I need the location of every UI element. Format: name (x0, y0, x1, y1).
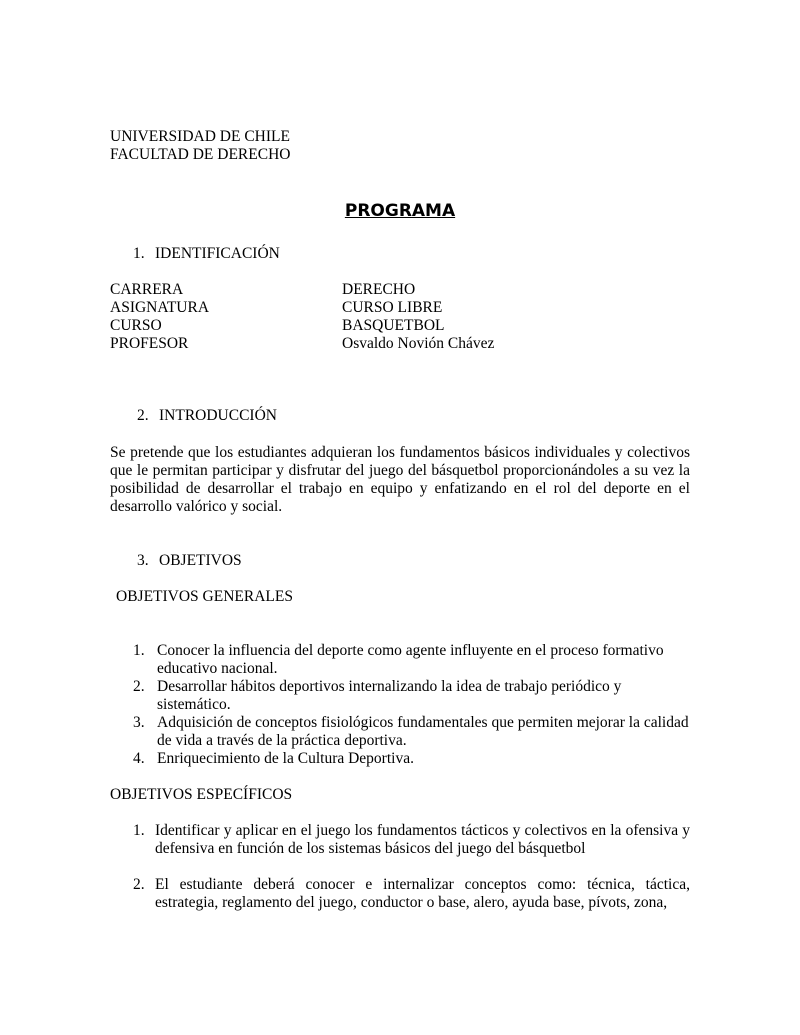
item-text: Adquisición de conceptos fisiológicos fundamentales que permiten mejorar la calidad de vida a través de la práctica deportiva. (157, 714, 689, 749)
item-number: 1. (133, 642, 145, 659)
general-objectives-heading: OBJETIVOS GENERALES (116, 588, 293, 605)
list-item (133, 822, 690, 858)
ident-value: DERECHO (342, 281, 416, 298)
table-row (110, 317, 494, 335)
list-item (133, 750, 690, 768)
item-number: 3. (133, 714, 145, 731)
list-item (133, 642, 690, 678)
item-number: 4. (133, 750, 145, 767)
item-number: 1. (133, 822, 145, 839)
ident-value: CURSO LIBRE (342, 299, 443, 316)
section-objetivos-heading (137, 552, 242, 570)
faculty-name: FACULTAD DE DERECHO (110, 146, 291, 163)
list-item (133, 714, 690, 750)
general-objectives-list (133, 642, 690, 768)
table-row (110, 299, 494, 317)
list-item (133, 678, 690, 714)
list-item (133, 876, 690, 912)
item-number: 2. (133, 876, 145, 893)
section-label: IDENTIFICACIÓN (155, 245, 280, 262)
table-row (110, 335, 494, 353)
ident-value: Osvaldo Novión Chávez (342, 335, 495, 352)
ident-key: CARRERA (110, 281, 184, 298)
page-title-text: PROGRAMA (344, 201, 456, 221)
item-text: Enriquecimiento de la Cultura Deportiva. (157, 750, 414, 767)
identification-table (110, 281, 494, 353)
section-introduccion-heading (137, 407, 277, 425)
item-number: 2. (133, 678, 145, 695)
ident-key: PROFESOR (110, 335, 189, 352)
section-label: INTRODUCCIÓN (159, 407, 277, 424)
introduction-paragraph: Se pretende que los estudiantes adquieran los fundamentos básicos individuales y colectivos que le permitan participar y disfrutar del juego del básquetbol proporcionándoles a su vez la posibilidad de desarrollar el trabajo en equipo y enfatizando en el rol del deporte en el desarrollo valórico y social. (110, 444, 690, 515)
ident-value: BASQUETBOL (342, 317, 445, 334)
specific-objectives-list (133, 822, 690, 912)
university-name: UNIVERSIDAD DE CHILE (110, 128, 290, 145)
section-identificacion-heading (133, 245, 280, 263)
ident-key: ASIGNATURA (110, 299, 210, 316)
specific-objectives-heading: OBJETIVOS ESPECÍFICOS (110, 786, 293, 803)
item-text: Conocer la influencia del deporte como agente influyente en el proceso formativo educativo nacional. (157, 642, 664, 677)
item-text: Desarrollar hábitos deportivos internalizando la idea de trabajo periódico y sistemático. (157, 678, 622, 713)
section-number: 1. (133, 245, 145, 262)
item-text: El estudiante deberá conocer e internalizar conceptos como: técnica, táctica, estrategia, reglamento del juego, conductor o base, alero, ayuda base, pívots, zona, (155, 876, 690, 911)
section-number: 2. (137, 407, 149, 424)
document-header (110, 128, 290, 164)
table-row (110, 281, 494, 299)
page-title (0, 202, 800, 220)
ident-key: CURSO (110, 317, 162, 334)
section-number: 3. (137, 552, 149, 569)
item-text: Identificar y aplicar en el juego los fundamentos tácticos y colectivos en la ofensiva y defensiva en función de los sistemas básicos del juego del básquetbol (155, 822, 690, 857)
section-label: OBJETIVOS (159, 552, 242, 569)
